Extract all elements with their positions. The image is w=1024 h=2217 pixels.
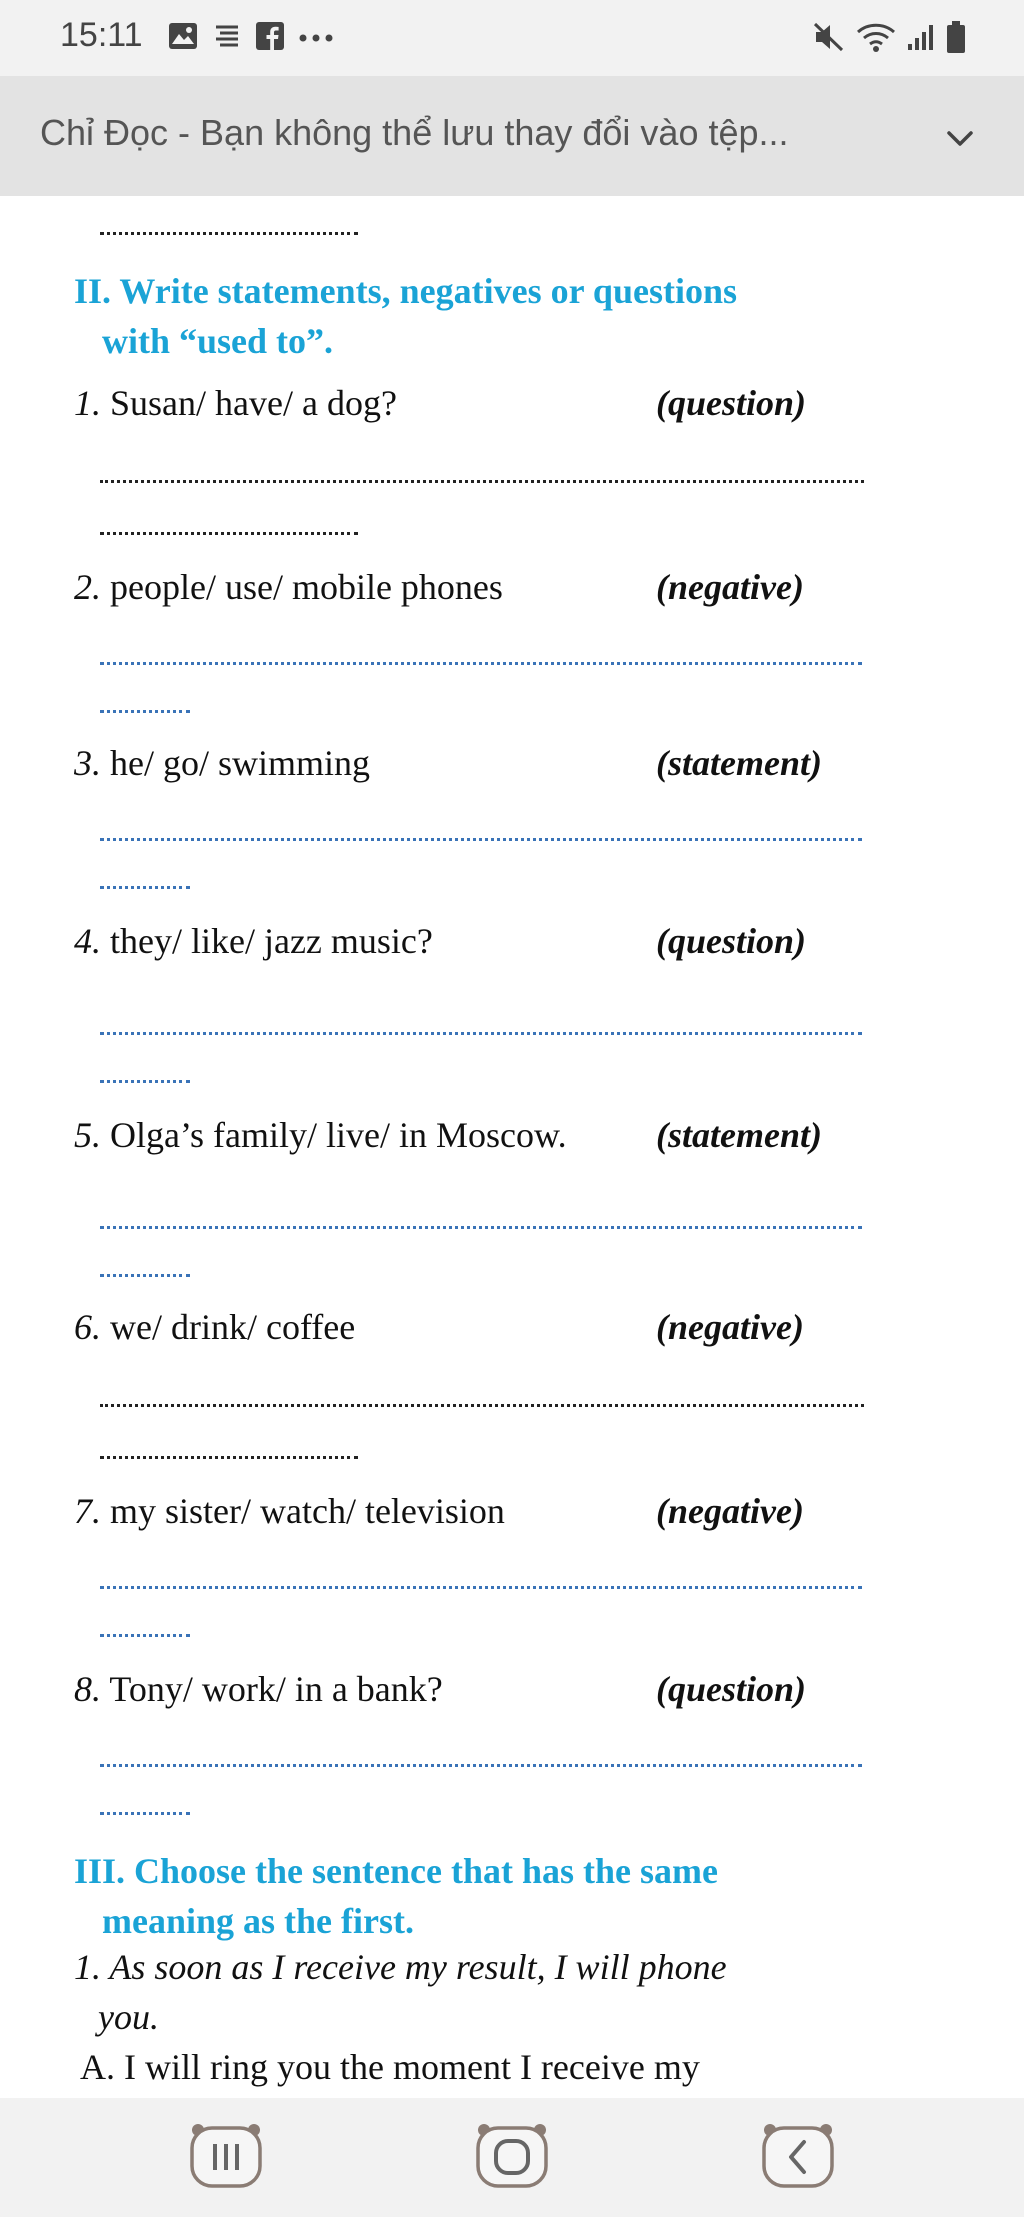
notification-icons <box>168 22 334 55</box>
item-type: (negative) <box>656 567 804 607</box>
answer-line <box>100 1456 358 1459</box>
answer-line <box>100 838 862 841</box>
image-icon <box>168 22 198 55</box>
facebook-icon <box>256 22 284 55</box>
item-text: we/ drink/ coffee <box>110 1307 356 1347</box>
signal-icon <box>906 22 936 57</box>
item-text: people/ use/ mobile phones <box>110 567 503 607</box>
read-only-banner[interactable] <box>0 76 1024 196</box>
section-2-heading <box>74 266 737 366</box>
item-type: (statement) <box>656 1115 822 1155</box>
item-text: my sister/ watch/ television <box>110 1491 505 1531</box>
exercise-item-6 <box>74 1306 355 1348</box>
battery-icon <box>946 20 966 59</box>
answer-line <box>100 1274 190 1277</box>
status-time: 15:11 <box>60 16 143 54</box>
exercise-item-1 <box>74 382 397 424</box>
answer-line <box>100 1080 190 1083</box>
status-bar <box>0 0 1024 76</box>
exercise-item-4 <box>74 920 433 962</box>
item-number: 8. <box>74 1669 101 1709</box>
item-text: he/ go/ swimming <box>110 743 370 783</box>
recent-apps-icon[interactable] <box>188 2120 264 2195</box>
item-number: 6. <box>74 1307 101 1347</box>
mute-icon <box>812 21 846 58</box>
item-type: (negative) <box>656 1491 804 1531</box>
item-text: Tony/ work/ in a bank? <box>109 1669 443 1709</box>
item-text: Olga’s family/ live/ in Moscow. <box>110 1115 567 1155</box>
exercise-item-8 <box>74 1668 443 1710</box>
exercise-item-5 <box>74 1114 567 1156</box>
item-type: (question) <box>656 921 807 961</box>
item-type: (question) <box>656 383 807 423</box>
section-2-heading-line2: with “used to”. <box>102 321 334 361</box>
wifi-icon <box>856 21 896 58</box>
item-type: (question) <box>656 1669 807 1709</box>
item-type: (statement) <box>656 743 822 783</box>
answer-line <box>100 1032 862 1035</box>
notes-icon <box>212 22 242 55</box>
answer-line <box>100 1226 862 1229</box>
item-text: they/ like/ jazz music? <box>110 921 433 961</box>
section-3-heading <box>74 1846 718 1946</box>
answer-line <box>100 232 358 235</box>
chevron-down-icon[interactable] <box>942 120 978 156</box>
item-number: 1. <box>74 383 101 423</box>
answer-line <box>100 710 190 713</box>
item-number: 2. <box>74 567 101 607</box>
system-icons <box>812 20 966 59</box>
answer-line <box>100 886 190 889</box>
answer-line <box>100 532 358 535</box>
back-icon[interactable] <box>760 2120 836 2195</box>
question-1-line2: you. <box>98 1997 159 2037</box>
answer-line <box>100 1586 862 1589</box>
answer-line <box>100 662 862 665</box>
item-text: Susan/ have/ a dog? <box>110 383 397 423</box>
banner-title: Chỉ Đọc - Bạn không thể lưu thay đổi vào tệp... <box>40 112 789 153</box>
answer-line <box>100 1404 864 1407</box>
item-type: (negative) <box>656 1307 804 1347</box>
exercise-item-7 <box>74 1490 505 1532</box>
section-3-heading-line1: III. Choose the sentence that has the same <box>74 1851 718 1891</box>
item-number: 4. <box>74 921 101 961</box>
item-number: 7. <box>74 1491 101 1531</box>
item-number: 5. <box>74 1115 101 1155</box>
question-1-line1: 1. As soon as I receive my result, I will phone <box>74 1947 727 1987</box>
more-icon <box>298 30 334 48</box>
navigation-bar <box>0 2098 1024 2217</box>
answer-line <box>100 1764 862 1767</box>
section-3-heading-line2: meaning as the first. <box>102 1901 414 1941</box>
option-a: A. I will ring you the moment I receive my <box>80 2047 700 2087</box>
answer-line <box>100 1812 190 1815</box>
answer-line <box>100 480 864 483</box>
section-2-heading-line1: II. Write statements, negatives or questions <box>74 271 737 311</box>
item-number: 3. <box>74 743 101 783</box>
document-page[interactable] <box>0 196 1024 2098</box>
exercise-item-2 <box>74 566 503 608</box>
answer-line <box>100 1634 190 1637</box>
home-icon[interactable] <box>474 2120 550 2195</box>
exercise-item-3 <box>74 742 370 784</box>
